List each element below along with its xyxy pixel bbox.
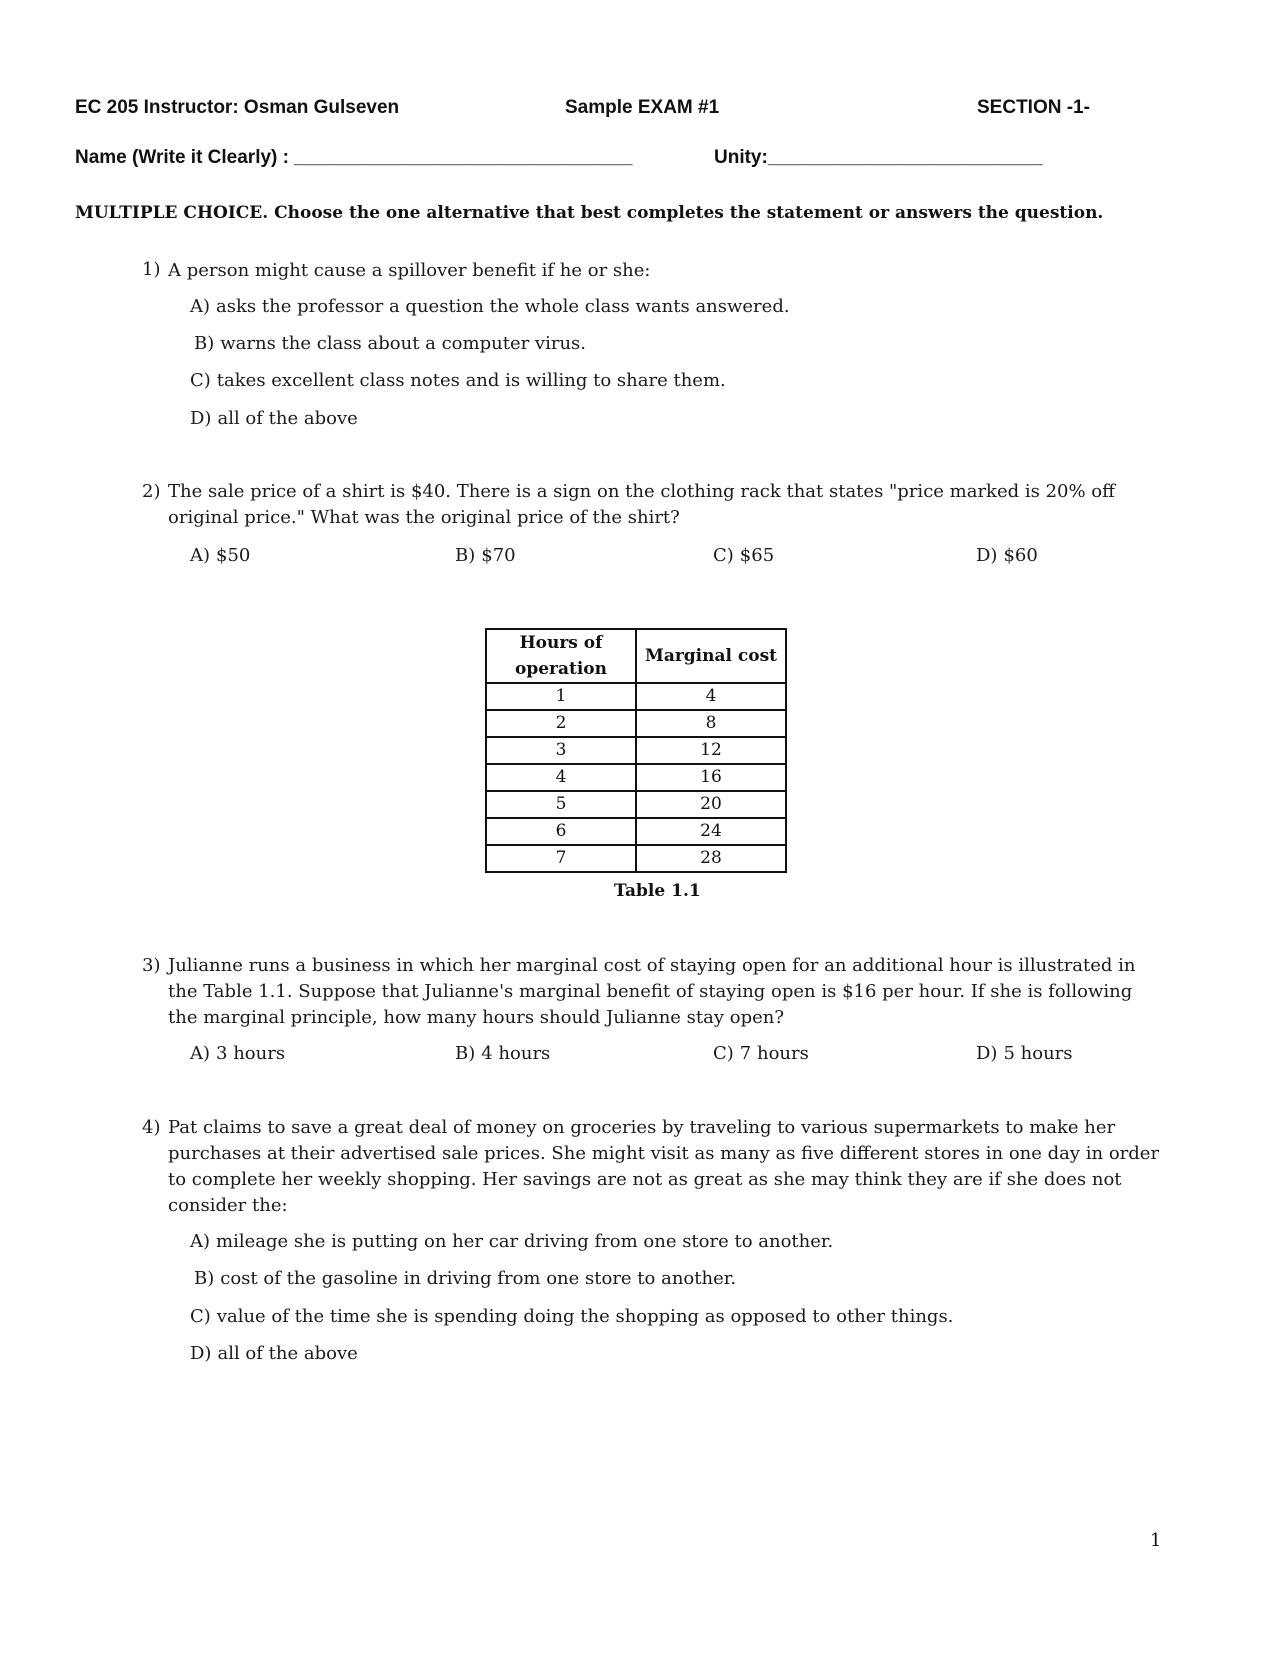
option-text: $60	[1003, 545, 1038, 566]
option-b	[455, 545, 516, 566]
instructions: MULTIPLE CHOICE. Choose the one alternative that best completes the statement or answers the question.	[75, 203, 1104, 223]
hours-cell: 2	[486, 710, 636, 737]
option-letter: A)	[190, 545, 211, 566]
question-text: Pat claims to save a great deal of money on groceries by traveling to various supermarkets to make her purchases at their advertised sale prices. She might visit as many as five different stores in one day in order to complete her weekly shopping. Her savings are not as great as she may think they are if she does not consider the:	[168, 1117, 1160, 1216]
option-d	[190, 408, 358, 429]
hours-cell: 6	[486, 818, 636, 845]
option-letter: C)	[713, 545, 734, 566]
option-b	[194, 1268, 736, 1289]
table-row	[486, 791, 786, 818]
option-text: all of the above	[217, 408, 358, 429]
hours-cell: 1	[486, 683, 636, 710]
question-text: A person might cause a spillover benefit if he or she:	[168, 260, 651, 281]
option-text: 5 hours	[1003, 1043, 1073, 1064]
option-text: 7 hours	[739, 1043, 809, 1064]
cost-cell: 20	[636, 791, 786, 818]
cost-cell: 4	[636, 683, 786, 710]
option-letter: D)	[976, 1043, 998, 1064]
option-text: 4 hours	[481, 1043, 551, 1064]
option-d	[976, 1043, 1073, 1064]
section-label: SECTION -1-	[977, 97, 1090, 118]
option-a	[190, 1231, 833, 1252]
unity-field-label: Unity:__________________________	[714, 147, 1043, 168]
column-header-marginal-cost: Marginal cost	[636, 629, 786, 683]
table-row	[486, 710, 786, 737]
cost-cell: 12	[636, 737, 786, 764]
option-letter: D)	[190, 1343, 212, 1364]
option-letter: C)	[190, 1306, 211, 1327]
marginal-cost-table	[485, 628, 787, 873]
hours-cell: 5	[486, 791, 636, 818]
option-text: 3 hours	[216, 1043, 286, 1064]
option-text: all of the above	[217, 1343, 358, 1364]
question-number: 1)	[142, 259, 161, 280]
question-text: The sale price of a shirt is $40. There is a sign on the clothing rack that states "price marked is 20% off original price." What was the original price of the shirt?	[168, 481, 1115, 528]
option-text: asks the professor a question the whole class wants answered.	[216, 296, 790, 317]
option-text: $65	[739, 545, 775, 566]
option-text: cost of the gasoline in driving from one store to another.	[220, 1268, 737, 1289]
option-a	[190, 1043, 285, 1064]
option-letter: B)	[194, 1268, 215, 1289]
option-c	[713, 1043, 809, 1064]
option-text: warns the class about a computer virus.	[220, 333, 586, 354]
option-letter: B)	[455, 1043, 476, 1064]
cost-cell: 8	[636, 710, 786, 737]
option-c	[190, 1306, 953, 1327]
option-text: $70	[481, 545, 516, 566]
cost-cell: 28	[636, 845, 786, 872]
option-letter: B)	[194, 333, 215, 354]
page-number: 1	[1150, 1530, 1162, 1551]
course-instructor: EC 205 Instructor: Osman Gulseven	[75, 97, 400, 118]
option-a	[190, 545, 250, 566]
option-text: $50	[216, 545, 251, 566]
option-letter: A)	[190, 1043, 211, 1064]
table-row	[486, 737, 786, 764]
option-b	[455, 1043, 550, 1064]
option-a	[190, 296, 790, 317]
table-row	[486, 764, 786, 791]
table-caption: Table 1.1	[614, 881, 701, 901]
hours-cell: 7	[486, 845, 636, 872]
table-row	[486, 845, 786, 872]
option-c	[713, 545, 774, 566]
option-letter: D)	[976, 545, 998, 566]
option-letter: A)	[190, 296, 211, 317]
option-letter: C)	[190, 370, 211, 391]
option-letter: A)	[190, 1231, 211, 1252]
question-number: 4)	[142, 1117, 161, 1138]
name-field-label: Name (Write it Clearly) : ________________________________	[75, 147, 633, 168]
cost-cell: 16	[636, 764, 786, 791]
hours-cell: 4	[486, 764, 636, 791]
option-b	[194, 333, 586, 354]
option-letter: B)	[455, 545, 476, 566]
table-row	[486, 683, 786, 710]
column-header-hours: Hours of operation	[486, 629, 636, 683]
option-d	[190, 1343, 358, 1364]
option-letter: C)	[713, 1043, 734, 1064]
exam-title: Sample EXAM #1	[565, 97, 720, 118]
table-header-row	[486, 629, 786, 683]
question-number: 2)	[142, 481, 161, 502]
question-text: Julianne runs a business in which her marginal cost of staying open for an additional hour is illustrated in the Table 1.1. Suppose that Julianne's marginal benefit of staying open is $16 per hour. If she is following the marginal principle, how many hours should Julianne stay open?	[168, 955, 1136, 1028]
table-row	[486, 818, 786, 845]
hours-cell: 3	[486, 737, 636, 764]
option-letter: D)	[190, 408, 212, 429]
option-d	[976, 545, 1038, 566]
option-text: takes excellent class notes and is willing to share them.	[216, 370, 726, 391]
cost-cell: 24	[636, 818, 786, 845]
option-c	[190, 370, 726, 391]
option-text: mileage she is putting on her car driving from one store to another.	[216, 1231, 834, 1252]
option-text: value of the time she is spending doing the shopping as opposed to other things.	[216, 1306, 954, 1327]
question-number: 3)	[142, 955, 161, 976]
